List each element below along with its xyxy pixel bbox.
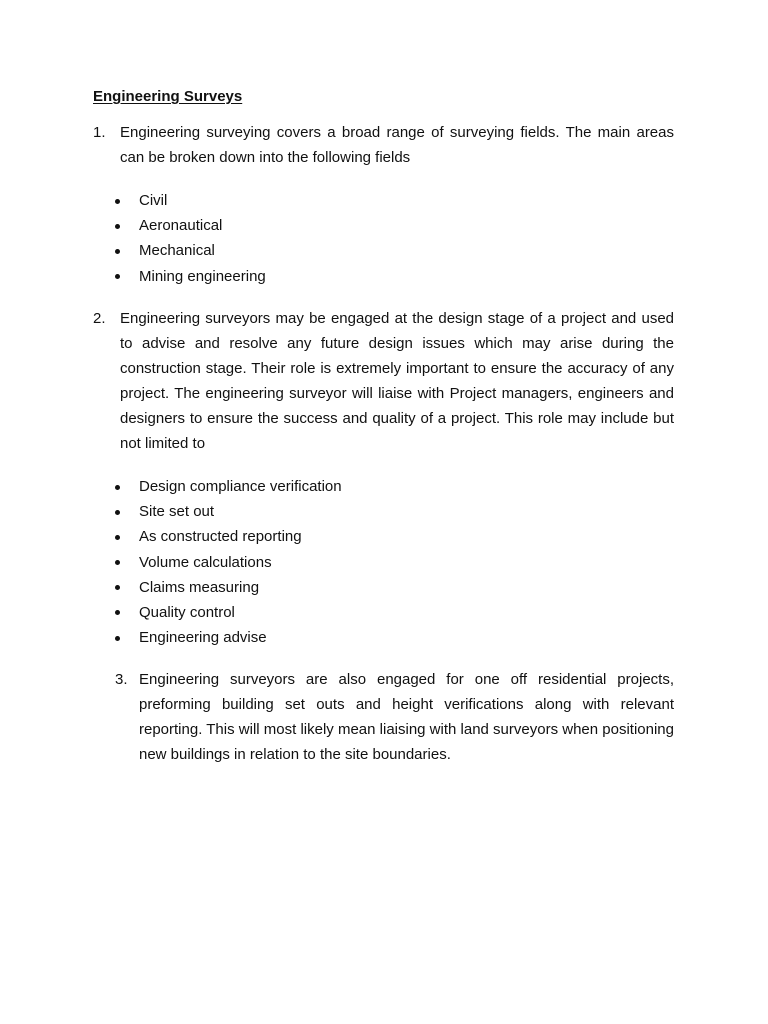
item-number: 1. <box>93 124 106 141</box>
bullet-icon <box>115 199 120 204</box>
bullet-icon <box>115 485 120 490</box>
bullet-icon <box>115 636 120 641</box>
item-number: 3. <box>115 671 128 688</box>
item-paragraph: Engineering surveying covers a broad range of surveying fields. The main areas can be broken down into the following fields <box>120 124 674 166</box>
document-title: Engineering Surveys <box>93 88 243 105</box>
bullet-icon <box>115 224 120 229</box>
bullet-icon <box>115 510 120 515</box>
item-paragraph: Engineering surveyors may be engaged at the design stage of a project and used to advise and resolve any future design issues which may arise during the construction stage. Their role is extremely important to ensure the accuracy of any project. The engineering surveyor will liaise with Project managers, engineers and designers to ensure the success and quality of a project. This role may include but not limited to <box>120 310 674 452</box>
bullet-icon <box>115 585 120 590</box>
item-number: 2. <box>93 310 106 327</box>
bullet-icon <box>115 560 120 565</box>
bullet-icon <box>115 274 120 279</box>
bullet-icon <box>115 249 120 254</box>
document-page: Engineering Surveys 1. Engineering surveying covers a broad range of surveying fields. The main areas can be broken down into the following fields Civil Aeronautical Mechanical Mining engineering 2. Engineering surveyors may be engaged at the design stage of a project and used to advise and resolve any future design issues which may arise during the construction stage. Their role is extremely important to ensure the accuracy of any project. The engineering surveyor will liaise with Project managers, engineers and designers to ensure the success and quality of a project. This role may include but not limited to Design compliance verification Site set out As constructed reporting Volume calculations Claims measuring Quality control Engineering advise 3. Engineering surveyors are also engaged for one off residential projects, preforming building set outs and height verifications along with relevant reporting. This will most likely mean liaising with land surveyors when positioning new buildings in relation to the site boundaries. <box>0 0 768 1024</box>
item-paragraph: Engineering surveyors are also engaged for one off residential projects, preforming building set outs and height verifications along with relevant reporting. This will most likely mean liaising with land surveyors when positioning new buildings in relation to the site boundaries. <box>139 671 674 763</box>
bullet-icon <box>115 535 120 540</box>
bullet-icon <box>115 610 120 615</box>
